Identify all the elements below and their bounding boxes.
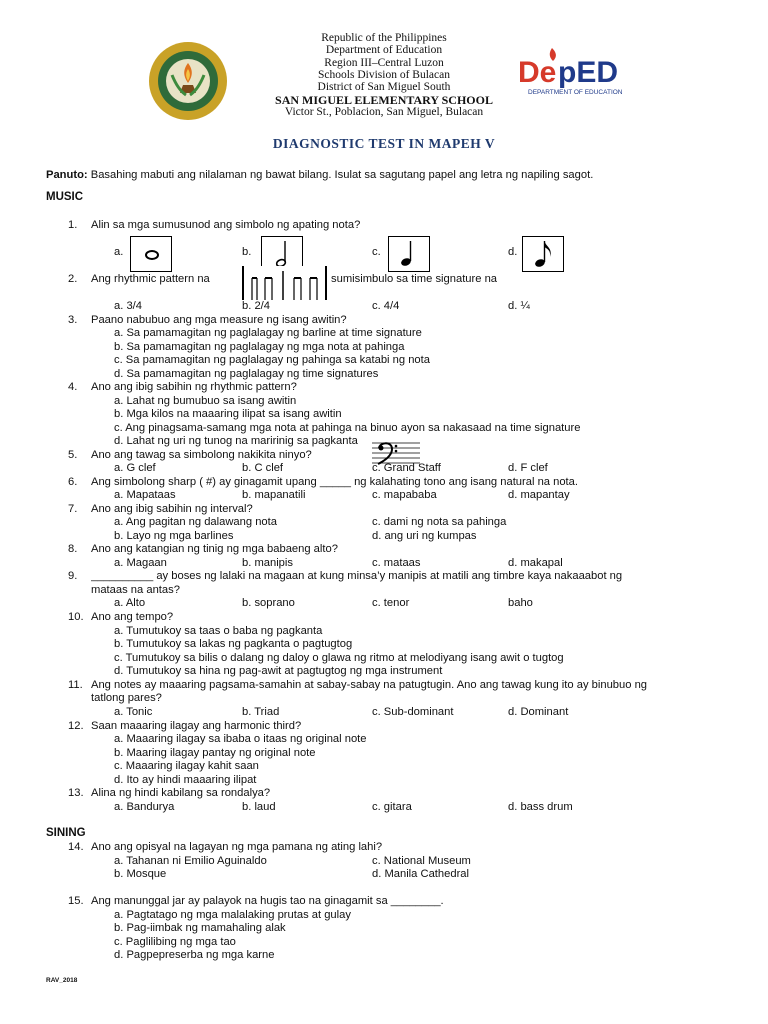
q11-opt-d: d. Dominant xyxy=(508,706,569,718)
q6-opt-a: a. Mapataas xyxy=(114,489,176,501)
q4-opt-b: b. Mga kilos na maaaring ilipat sa isang awitin xyxy=(114,408,342,420)
q9-opt-c: c. tenor xyxy=(372,597,410,609)
q14-opt-d: d. Manila Cathedral xyxy=(372,868,470,880)
q10-number: 10. xyxy=(68,611,84,623)
q5-opt-c: c. Grand Staff xyxy=(372,462,441,474)
page-title: DIAGNOSTIC TEST IN MAPEH V xyxy=(272,136,496,151)
q1-opt-a: a. xyxy=(114,246,124,258)
q12-opt-d: d. Ito ay hindi maaaring ilipat xyxy=(114,774,257,786)
q11-text-1: Ang notes ay maaaring pagsama-samahin at sabay-sabay na patugtugin. Ano ang tawag kung ito ay binubuo ng xyxy=(91,679,648,691)
q7-opt-b: b. Layo ng mga barlines xyxy=(114,530,234,542)
q6-opt-b: b. mapanatili xyxy=(242,489,306,501)
q10-opt-b: b. Tumutukoy sa lakas ng pagkanta o pagtugtog xyxy=(114,638,353,650)
q9-opt-d: baho xyxy=(508,597,533,609)
header-line-1: Republic of the Philippines xyxy=(321,32,447,44)
svg-text:DEPARTMENT OF EDUCATION: DEPARTMENT OF EDUCATION xyxy=(528,89,623,96)
header-line-3: Region III–Central Luzon xyxy=(324,57,444,69)
q15-opt-c: c. Paglilibing ng mga tao xyxy=(114,936,236,948)
q6-opt-c: c. mapababa xyxy=(372,489,437,501)
q1-number: 1. xyxy=(68,219,78,231)
header-line-4: Schools Division of Bulacan xyxy=(318,69,450,81)
q8-text: Ano ang katangian ng tinig ng mga babaeng alto? xyxy=(91,543,338,555)
q9-text-2: mataas na antas? xyxy=(91,584,180,596)
q3-opt-d: d. Sa pamamagitan ng paglalagay ng time signatures xyxy=(114,368,379,380)
deped-logo xyxy=(518,44,628,100)
q9-number: 9. xyxy=(68,570,78,582)
q15-number: 15. xyxy=(68,895,84,907)
q2-opt-c: c. 4/4 xyxy=(372,300,400,312)
q5-text: Ano ang tawag sa simbolong nakikita ninyo? xyxy=(91,449,312,461)
q9-text-1: __________ ay boses ng lalaki na magaan at kung minsa’y manipis at matili ang timbre kaya nakaaabot ng xyxy=(91,570,623,582)
q15-text: Ang manunggal jar ay palayok na hugis tao na ginagamit sa ________. xyxy=(91,895,444,907)
q7-opt-d: d. ang uri ng kumpas xyxy=(372,530,477,542)
q15-opt-d: d. Pagpepreserba ng mga karne xyxy=(114,949,275,961)
q10-opt-a: a. Tumutukoy sa taas o baba ng pagkanta xyxy=(114,625,323,637)
q3-opt-a: a. Sa pamamagitan ng paglalagay ng barline at time signature xyxy=(114,327,422,339)
q5-number: 5. xyxy=(68,449,78,461)
q8-opt-d: d. makapal xyxy=(508,557,563,569)
q3-number: 3. xyxy=(68,314,78,326)
q11-opt-b: b. Triad xyxy=(242,706,280,718)
header-line-5: District of San Miguel South xyxy=(317,81,451,93)
q1-opt-d: d. xyxy=(508,246,518,258)
q3-text: Paano nabubuo ang mga measure ng isang awitin? xyxy=(91,314,347,326)
q9-opt-b: b. soprano xyxy=(242,597,295,609)
instructions xyxy=(46,169,593,182)
q14-opt-a: a. Tahanan ni Emilio Aguinaldo xyxy=(114,855,267,867)
q3-opt-c: c. Sa pamamagitan ng paglalagay ng pahinga sa katabi ng nota xyxy=(114,354,430,366)
svg-text:De: De xyxy=(518,56,557,89)
q5-opt-a: a. G clef xyxy=(114,462,156,474)
q13-opt-a: a. Bandurya xyxy=(114,801,175,813)
q4-opt-d: d. Lahat ng uri ng tunog na maririnig sa pagkanta xyxy=(114,435,358,447)
q2-opt-a: a. 3/4 xyxy=(114,300,142,312)
q11-opt-a: a. Tonic xyxy=(114,706,153,718)
q8-number: 8. xyxy=(68,543,78,555)
q14-opt-b: b. Mosque xyxy=(114,868,167,880)
header-line-2: Department of Education xyxy=(325,44,443,56)
school-address: Victor St., Poblacion, San Miguel, Bulacan xyxy=(284,106,484,118)
q4-opt-c: c. Ang pinagsama-samang mga nota at pahinga na binuo ayon sa nakasaad na time signature xyxy=(114,422,581,434)
q12-opt-c: c. Maaaring ilagay kahit saan xyxy=(114,760,259,772)
q7-opt-c: c. dami ng nota sa pahinga xyxy=(372,516,507,528)
q12-opt-b: b. Maaring ilagay pantay ng original note xyxy=(114,747,316,759)
whole-note-icon xyxy=(130,236,172,272)
q2-number: 2. xyxy=(68,273,78,285)
footer-code: RAV_2018 xyxy=(46,977,78,984)
q12-number: 12. xyxy=(68,720,84,732)
q14-number: 14. xyxy=(68,841,84,853)
section-sining: SINING xyxy=(46,827,86,839)
q15-opt-a: a. Pagtatago ng mga malalaking prutas at gulay xyxy=(114,909,351,921)
q1-opt-b: b. xyxy=(242,246,252,258)
school-name: SAN MIGUEL ELEMENTARY SCHOOL xyxy=(275,93,493,107)
q2-opt-d: d. ¼ xyxy=(508,300,530,312)
eighth-note-icon xyxy=(522,236,564,272)
q4-text: Ano ang ibig sabihin ng rhythmic pattern? xyxy=(91,381,297,393)
q13-opt-c: c. gitara xyxy=(372,801,412,813)
q1-opt-c: c. xyxy=(372,246,381,258)
q14-text: Ano ang opisyal na lagayan ng mga pamana ng ating lahi? xyxy=(91,841,383,853)
q8-opt-a: a. Magaan xyxy=(114,557,167,569)
instructions-label: Panuto: xyxy=(46,169,88,181)
q11-text-2: tatlong pares? xyxy=(91,692,162,704)
rhythmic-pattern-icon xyxy=(238,266,330,300)
q10-text: Ano ang tempo? xyxy=(91,611,174,623)
q13-opt-d: d. bass drum xyxy=(508,801,573,813)
q8-opt-c: c. mataas xyxy=(372,557,421,569)
q2-text-2: sumisimbulo sa time signature na xyxy=(331,273,498,285)
q15-opt-b: b. Pag-iimbak ng mamahaling alak xyxy=(114,922,286,934)
q12-text: Saan maaaring ilagay ang harmonic third? xyxy=(91,720,302,732)
q11-opt-c: c. Sub-dominant xyxy=(372,706,454,718)
q7-text: Ano ang ibig sabihin ng interval? xyxy=(91,503,253,515)
q7-opt-a: a. Ang pagitan ng dalawang nota xyxy=(114,516,277,528)
q9-opt-a: a. Alto xyxy=(114,597,146,609)
q10-opt-d: d. Tumutukoy sa hina ng pag-awit at pagtugtog ng mga instrument xyxy=(114,665,443,677)
q14-opt-c: c. National Museum xyxy=(372,855,471,867)
q11-number: 11. xyxy=(68,679,83,691)
q6-opt-d: d. mapantay xyxy=(508,489,570,501)
section-music: MUSIC xyxy=(46,191,84,203)
q13-text: Alina ng hindi kabilang sa rondalya? xyxy=(91,787,271,799)
q3-opt-b: b. Sa pamamagitan ng paglalagay ng mga nota at pahinga xyxy=(114,341,405,353)
q6-text: Ang simbolong sharp ( #) ay ginagamit upang _____ ng kalahating tono ang isang natural na nota. xyxy=(91,476,579,488)
q12-opt-a: a. Maaaring ilagay sa ibaba o itaas ng original note xyxy=(114,733,367,745)
q2-text-1: Ang rhythmic pattern na xyxy=(91,273,210,285)
q5-opt-b: b. C clef xyxy=(242,462,284,474)
q2-opt-b: b. 2/4 xyxy=(242,300,270,312)
q13-opt-b: b. laud xyxy=(242,801,276,813)
q13-number: 13. xyxy=(68,787,84,799)
q8-opt-b: b. manipis xyxy=(242,557,293,569)
q10-opt-c: c. Tumutukoy sa bilis o dalang ng daloy o glawa ng ritmo at melodiyang isang awit o tugtog xyxy=(114,652,564,664)
q5-opt-d: d. F clef xyxy=(508,462,548,474)
q4-number: 4. xyxy=(68,381,78,393)
q7-number: 7. xyxy=(68,503,78,515)
instructions-text: Basahing mabuti ang nilalaman ng bawat bilang. Isulat sa sagutang papel ang letra ng napiling sagot. xyxy=(87,169,594,181)
q6-number: 6. xyxy=(68,476,78,488)
svg-text:pED: pED xyxy=(558,56,618,89)
quarter-note-icon xyxy=(388,236,430,272)
q4-opt-a: a. Lahat ng bumubuo sa isang awitin xyxy=(114,395,297,407)
q1-text: Alin sa mga sumusunod ang simbolo ng apating nota? xyxy=(91,219,361,231)
